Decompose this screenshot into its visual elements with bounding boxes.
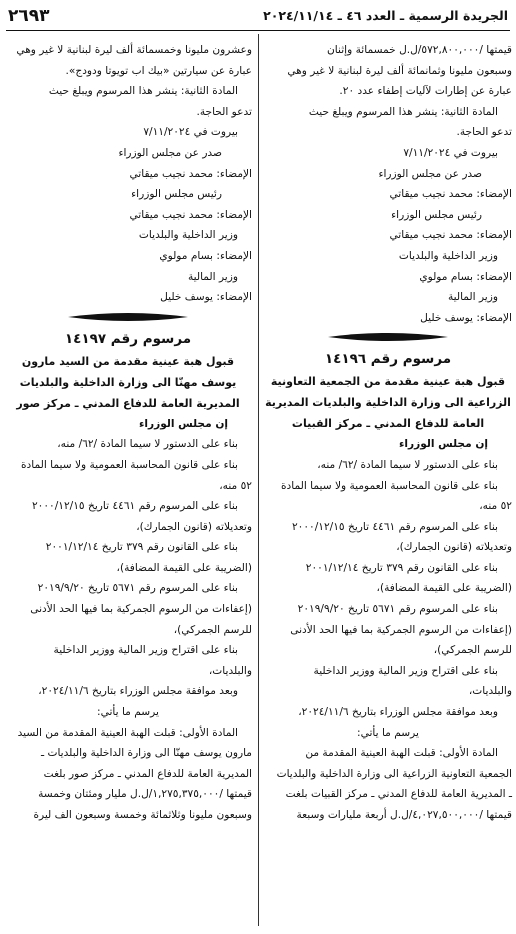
continued-text-line: عبارة عن سيارتين «بيك اب تويوتا ودودج». <box>65 64 252 77</box>
body-line: بناء على اقتراح وزير المالية ووزير الداخلية <box>313 664 498 677</box>
continued-text-line: وسبعون مليونا وثمانمائة ألف ليرة لبنانية لا غير وهي <box>287 64 512 77</box>
signature-line: صدر عن مجلس الوزراء <box>118 146 222 159</box>
body-line: بناء على المرسوم رقم ٤٤٦١ تاريخ ٢٠٠٠/١٢/١٥ <box>31 500 238 513</box>
article-1: قيمتها /٤,٠٢٧,٥٠٠,٠٠٠/ل.ل أربعة مليارات وسبعة <box>296 809 512 821</box>
decree-subject-line: يوسف مهنّا الى وزارة الداخلية والبلديات <box>19 375 237 389</box>
left-column <box>4 40 252 826</box>
body-line: بناء على قانون المحاسبة العمومية ولا سيما المادة <box>281 479 498 492</box>
signature-line: وزير المالية <box>447 291 498 304</box>
section-divider <box>264 331 512 344</box>
continued-text-line: قيمتها /٥٧٢,٨٠٠,٠٠٠/ل.ل خمسمائة وإثنان <box>327 44 512 56</box>
body-line: وتعديلاته (قانون الجمارك)، <box>396 541 512 554</box>
gazette-header-title: الجريدة الرسمية ـ العدد ٤٦ ـ ٢٠٢٤/١١/١٤ <box>263 8 508 23</box>
body-line: بناء على المرسوم رقم ٥٦٧١ تاريخ ٢٠١٩/٩/٢٠ <box>297 603 498 616</box>
decree-title: مرسوم رقم ١٤١٩٦ <box>324 351 452 368</box>
page-number: ٢٦٩٣ <box>8 6 50 26</box>
council-heading: إن مجلس الوزراء <box>398 438 488 451</box>
body-line: بناء على الدستور لا سيما المادة /٦٢/ منه، <box>57 438 238 451</box>
right-column <box>264 40 512 826</box>
body-line: وبعد موافقة مجلس الوزراء بتاريخ ٢٠٢٤/١١/٦، <box>38 685 238 698</box>
article-1: ـ المديرية العامة للدفاع المدني ـ مركز القبيات بلغت <box>285 788 512 801</box>
article-1: الجمعية التعاونية الزراعية الى وزارة الداخلية والبلديات <box>276 767 512 780</box>
body-line: (الضريبة على القيمة المضافة)، <box>116 561 252 574</box>
signature-line: الإمضاء: محمد نجيب ميقاتي <box>389 188 512 201</box>
signature-line: الإمضاء: يوسف خليل <box>420 311 512 324</box>
decree-subject-line: الزراعية الى وزارة الداخلية والبلديات المديرية <box>265 396 511 410</box>
column-divider <box>258 34 259 926</box>
body-line: والبلديات، <box>208 664 252 677</box>
body-line: (الضريبة على القيمة المضافة)، <box>376 582 512 595</box>
signature-line: صدر عن مجلس الوزراء <box>378 167 482 180</box>
article-2-cont: تدعو الحاجة. <box>456 126 512 139</box>
header-rule <box>6 30 510 31</box>
article-1: المادة الأولى: قبلت الهبة العينية المقدمة من السيد <box>17 726 238 739</box>
signature-line: الإمضاء: محمد نجيب ميقاتي <box>129 167 252 180</box>
article-2-cont: تدعو الحاجة. <box>196 105 252 118</box>
body-line: بناء على اقتراح وزير المالية ووزير الداخلية <box>53 644 238 657</box>
signature-line: الإمضاء: بسام مولوي <box>159 249 252 262</box>
article-1: مارون يوسف مهنّا الى وزارة الداخلية والبلديات ـ <box>41 747 252 760</box>
decree-title: مرسوم رقم ١٤١٩٧ <box>64 330 192 347</box>
continued-text-line: وعشرون مليونا وخمسمائة ألف ليرة لبنانية لا غير وهي <box>16 44 252 56</box>
resolves-line: يرسم ما يأتي: <box>97 706 159 719</box>
signature-line: الإمضاء: يوسف خليل <box>160 291 252 304</box>
article-1: المادة الأولى: قبلت الهبة العينية المقدمة من <box>305 747 498 760</box>
body-line: بناء على الدستور لا سيما المادة /٦٢/ منه، <box>317 458 498 471</box>
decree-subject-line: قبول هبة عينية مقدمة من السيد مارون <box>21 354 235 368</box>
body-line: بناء على القانون رقم ٣٧٩ تاريخ ٢٠٠١/١٢/١٤ <box>305 561 498 574</box>
signature-line: الإمضاء: بسام مولوي <box>419 270 512 283</box>
signature-line: وزير الداخلية والبلديات <box>398 249 498 262</box>
article-1: المديرية العامة للدفاع المدني ـ مركز صور بلغت <box>43 767 252 780</box>
body-line: بناء على القانون رقم ٣٧٩ تاريخ ٢٠٠١/١٢/١٤ <box>45 541 238 554</box>
body-line: (إعفاءات من الرسوم الجمركية بما فيها الحد الأدنى <box>30 603 252 616</box>
council-heading: إن مجلس الوزراء <box>138 417 228 430</box>
page-header <box>6 6 510 28</box>
issue-date: بيروت في ٧/١١/٢٠٢٤ <box>403 146 498 159</box>
body-line: ٥٢ منه، <box>219 479 252 492</box>
body-line: ٥٢ منه، <box>479 500 512 513</box>
body-line: وبعد موافقة مجلس الوزراء بتاريخ ٢٠٢٤/١١/٦، <box>298 706 498 719</box>
article-1: قيمتها /١,٢٧٥,٣٧٥,٠٠٠/ل.ل مليار ومئتان وخمسة <box>38 788 252 801</box>
continued-text-line: عبارة عن إطارات لآليات إطفاء عدد ٢٠. <box>339 85 512 98</box>
signature-line: رئيس مجلس الوزراء <box>131 188 222 201</box>
signature-line: وزير المالية <box>187 270 238 283</box>
body-line: بناء على المرسوم رقم ٤٤٦١ تاريخ ٢٠٠٠/١٢/١٥ <box>291 520 498 533</box>
article-2: المادة الثانية: ينشر هذا المرسوم ويبلغ حيث <box>308 105 498 118</box>
body-line: للرسم الجمركي)، <box>433 644 512 657</box>
decree-subject-line: المديرية العامة للدفاع المدني ـ مركز صور <box>16 396 240 410</box>
decree-subject-line: العامة للدفاع المدني ـ مركز القبيات <box>291 417 485 431</box>
body-line: بناء على المرسوم رقم ٥٦٧١ تاريخ ٢٠١٩/٩/٢٠ <box>37 582 238 595</box>
resolves-line: يرسم ما يأتي: <box>357 726 419 739</box>
signature-line: الإمضاء: محمد نجيب ميقاتي <box>389 229 512 242</box>
section-divider <box>4 311 252 324</box>
body-line: والبلديات، <box>468 685 512 698</box>
body-line: بناء على قانون المحاسبة العمومية ولا سيما المادة <box>21 458 238 471</box>
signature-line: وزير الداخلية والبلديات <box>138 229 238 242</box>
body-line: وتعديلاته (قانون الجمارك)، <box>136 520 252 533</box>
body-line: للرسم الجمركي)، <box>173 623 252 636</box>
body-line: (إعفاءات من الرسوم الجمركية بما فيها الحد الأدنى <box>290 623 512 636</box>
decree-subject-line: قبول هبة عينية مقدمة من الجمعية التعاونية <box>270 375 506 389</box>
article-1: وسبعون مليونا وثلاثمائة وخمسة وسبعون الف ليرة <box>33 809 252 821</box>
issue-date: بيروت في ٧/١١/٢٠٢٤ <box>143 126 238 139</box>
signature-line: الإمضاء: محمد نجيب ميقاتي <box>129 208 252 221</box>
signature-line: رئيس مجلس الوزراء <box>391 208 482 221</box>
article-2: المادة الثانية: ينشر هذا المرسوم ويبلغ حيث <box>48 85 238 98</box>
